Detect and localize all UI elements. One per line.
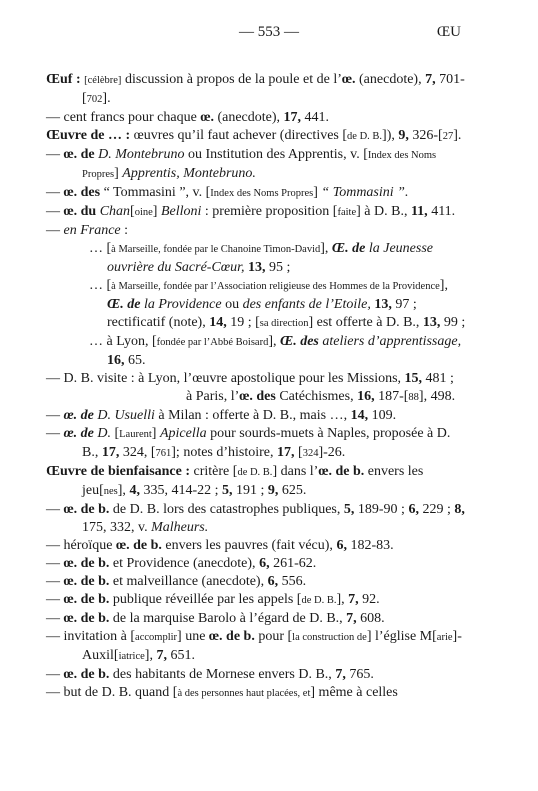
entry-text-segment: D. Usuelli xyxy=(97,408,155,423)
entry-text-segment: 5, xyxy=(222,483,233,498)
entry-text-segment: Chan xyxy=(99,204,131,219)
entry-text-segment: D. Montebruno xyxy=(98,147,185,162)
entry-text-segment: — cent francs pour chaque xyxy=(46,110,201,125)
entry-text-segment: 15, xyxy=(404,371,423,386)
entry-text-segment: — xyxy=(46,592,64,607)
entry-text-segment: Belloni xyxy=(160,204,202,219)
entry-text-segment: iatrice xyxy=(118,651,145,662)
entry-text-segment: 4, xyxy=(129,483,140,498)
entry-text-segment: 335, 414-22 ; xyxy=(139,483,222,498)
entry-text-segment: ], xyxy=(439,278,448,293)
entry-barolo xyxy=(46,610,466,628)
entry-text-segment: 326-[ xyxy=(408,128,443,143)
entry-text-segment: ], xyxy=(336,592,349,607)
entry-text-segment: 17, xyxy=(277,445,295,460)
entry-text-segment: œ. xyxy=(341,72,356,87)
entry-text-segment: [ xyxy=(110,426,120,441)
entry-text-segment: œ. des xyxy=(239,389,276,404)
entry-text-segment: Œuvre de bienfaisance : xyxy=(46,464,191,479)
entry-montebruno xyxy=(46,146,466,184)
entry-text-segment: 702 xyxy=(86,94,103,105)
entry-text-segment: 608. xyxy=(356,611,385,626)
entry-text-segment: 625. xyxy=(278,483,307,498)
entry-usuelli xyxy=(46,407,466,425)
entry-text-segment: 411. xyxy=(427,204,456,219)
entry-text-segment: “ Tommasini ”, v. [ xyxy=(100,185,211,200)
entry-text-segment: 6, xyxy=(259,556,270,571)
entry-text-segment: de D. B. lors des catastrophes publiques, xyxy=(109,502,344,517)
entry-tommasini xyxy=(46,184,466,203)
entry-text-segment: : xyxy=(120,223,129,238)
entry-text-segment: œ. de xyxy=(63,147,95,162)
entry-text-segment: 701-[ xyxy=(82,72,465,106)
entry-text-segment: de la marquise Barolo à l’égard de D. B., xyxy=(109,611,347,626)
entry-text-segment: 6, xyxy=(408,502,419,517)
entry-text-segment: de D. B. xyxy=(347,131,383,142)
entry-text-segment: — invitation à [ xyxy=(46,629,136,644)
entry-text-segment: — xyxy=(46,667,64,682)
entry-text-segment: Index des Noms Propres xyxy=(210,188,314,199)
entry-text-segment: nes xyxy=(103,486,118,497)
entry-text-segment: ], xyxy=(144,648,157,663)
entry-text-segment: 556. xyxy=(278,574,307,589)
entry-text-segment: critère [ xyxy=(190,464,238,479)
entry-text-segment: 13, xyxy=(374,297,392,312)
entry-text-segment: 761 xyxy=(155,448,172,459)
entry-text-segment: ]), xyxy=(382,128,399,143)
entry-belloni xyxy=(46,203,466,222)
entry-text-segment: … [ xyxy=(89,278,112,293)
entry-text-segment: 229 ; xyxy=(418,502,455,517)
entry-text-segment: Œ. des xyxy=(280,334,319,349)
entry-text-segment: 65. xyxy=(124,353,146,368)
entry-text-segment: ], xyxy=(117,483,130,498)
entry-text-segment: 19 ; [ xyxy=(226,315,260,330)
entry-text-segment: 14, xyxy=(209,315,227,330)
entry-text-segment: à Milan : offerte à D. B., mais …, xyxy=(154,408,351,423)
entry-text-segment: la Providence xyxy=(143,297,222,312)
entry-text-segment: à Marseille, fondée par l’Association religieuse des Hommes de la Providence xyxy=(111,281,440,292)
entry-text-segment: Laurent xyxy=(119,429,152,440)
entry-text-segment: ]. xyxy=(102,91,111,106)
entry-text-segment: — D. B. visite : à Lyon, l’œuvre apostolique pour les Missions, xyxy=(46,371,405,386)
entry-text-segment: de D. B. xyxy=(301,595,337,606)
entry-text-segment: ]; notes d’histoire, xyxy=(171,445,278,460)
entry-text-segment: Apprentis, Montebruno. xyxy=(122,166,256,181)
entry-text-segment: ] xyxy=(152,204,161,219)
entry-text-segment: fondée par l’Abbé Boisard xyxy=(156,337,269,348)
entry-oeuvre-de xyxy=(46,127,466,146)
entry-text-segment: Œuvre de … : xyxy=(46,128,131,143)
entry-text-segment: oine xyxy=(134,207,153,218)
entry-text-segment: envers les jeu[ xyxy=(82,464,424,498)
entry-text-segment: œ. de b. xyxy=(318,464,365,479)
entry-text-segment: ou xyxy=(221,297,243,312)
entry-heroique xyxy=(46,537,466,555)
entry-text-segment: sa direction xyxy=(259,318,309,329)
entry-text-segment: 9, xyxy=(267,483,279,498)
entry-text-segment: la construction de xyxy=(292,632,367,643)
entry-text-segment: … à Lyon, [ xyxy=(89,334,157,349)
entry-text-segment: 7, xyxy=(348,592,359,607)
entry-text-segment: ], 498. xyxy=(418,389,456,404)
entry-lyon-ateliers xyxy=(46,333,466,370)
entry-text-segment: Œ. de xyxy=(107,297,141,312)
entry-text-segment: œ. de b. xyxy=(63,611,110,626)
entry-text-segment: 7, xyxy=(335,667,346,682)
entry-oeuvre-bienfaisance xyxy=(46,463,466,501)
entry-text-segment: pour sourds-muets à Naples, proposée à D. B., xyxy=(82,426,451,460)
entry-text-segment: ] une xyxy=(177,629,209,644)
entry-text-segment: œ. de xyxy=(63,426,94,441)
entry-text-segment: à Marseille, fondée par le Chanoine Timon-David xyxy=(111,244,321,255)
entry-text-segment: arie xyxy=(436,632,453,643)
entry-text-segment: envers les pauvres (fait vécu), xyxy=(161,538,337,553)
entry-text-segment: 651. xyxy=(166,648,195,663)
entry-text-segment: Catéchismes, xyxy=(275,389,358,404)
entry-text-segment: Œ. de xyxy=(331,241,366,256)
entry-text-segment: — xyxy=(46,223,64,238)
entry-text-segment: … [ xyxy=(89,241,112,256)
entry-text-segment: ] dans l’ xyxy=(272,464,319,479)
entry-text-segment: 5, xyxy=(343,502,355,517)
entry-db-visite xyxy=(46,370,466,388)
entry-text-segment: 189-90 ; xyxy=(354,502,409,517)
entry-text-segment: 7, xyxy=(425,72,436,87)
entry-text-segment: œ. de b. xyxy=(63,502,110,517)
entry-text-segment: ateliers d’apprentissage, xyxy=(322,334,462,349)
entry-text-segment: accomplir xyxy=(135,632,178,643)
entry-text-segment: — héroïque xyxy=(46,538,116,553)
entry-text-segment: 88 xyxy=(408,392,419,403)
entry-text-segment: 8, xyxy=(454,502,465,517)
running-headword: ŒU xyxy=(436,24,461,40)
entry-malveillance xyxy=(46,573,466,591)
entry-text-segment: des habitants de Mornese envers D. B., xyxy=(109,667,336,682)
entry-marseille-sacre-coeur xyxy=(46,240,466,277)
entry-text-segment: et Providence (anecdote), xyxy=(109,556,260,571)
entry-text-segment: 17, xyxy=(283,110,302,125)
entry-text-segment: à des personnes haut placées, et xyxy=(177,688,311,699)
entry-text-segment: — xyxy=(46,204,64,219)
entry-text-segment: œuvres qu’il faut achever (directives [ xyxy=(130,128,348,143)
entry-text-segment: ]-Auxil[ xyxy=(82,629,462,663)
entry-text-segment: œ. du xyxy=(63,204,97,219)
entry-text-segment: faite xyxy=(337,207,357,218)
entry-text-segment: — xyxy=(46,408,64,423)
entry-text-segment: 95 ; xyxy=(265,260,291,275)
entry-text-segment: — xyxy=(46,426,64,441)
entry-text-segment: “ Tommasini ”. xyxy=(321,185,409,200)
entry-text-segment: œ. de b. xyxy=(63,667,110,682)
entry-text-segment: — xyxy=(46,147,64,162)
entry-text-segment: 99 ; xyxy=(440,315,466,330)
entry-text-segment: [ xyxy=(130,204,135,219)
entry-text-segment: Malheurs. xyxy=(151,520,209,535)
entry-text-segment: des enfants de l’Etoile, xyxy=(242,297,371,312)
entry-text-segment: 16, xyxy=(107,353,125,368)
entry-text-segment: 324, [ xyxy=(119,445,156,460)
entry-text-segment: publique réveillée par les appels [ xyxy=(109,592,302,607)
entry-text-segment: — xyxy=(46,502,64,517)
index-entries xyxy=(46,71,466,703)
entry-text-segment: 261-62. xyxy=(269,556,317,571)
entry-text-segment: 92. xyxy=(358,592,380,607)
entry-text-segment: : première proposition [ xyxy=(201,204,338,219)
entry-apicella xyxy=(46,425,466,463)
entry-text-segment: 324 xyxy=(302,448,319,459)
entry-text-segment: ]. xyxy=(453,128,462,143)
entry-text-segment: 13, xyxy=(248,260,266,275)
entry-text-segment: — xyxy=(46,611,64,626)
entry-text-segment: œ. de b. xyxy=(115,538,162,553)
entry-text-segment: œ. xyxy=(200,110,214,125)
entry-text-segment: pour [ xyxy=(254,629,293,644)
entry-invitation xyxy=(46,628,466,666)
entry-oeuf-cent-francs xyxy=(46,109,466,127)
entry-text-segment: 13, xyxy=(422,315,441,330)
entry-text-segment: œ. de b. xyxy=(63,592,110,607)
page-number: — 553 — xyxy=(239,24,299,40)
entry-en-france xyxy=(46,222,466,240)
entry-text-segment: 27 xyxy=(442,131,454,142)
entry-text-segment: ] est offerte à D. B., xyxy=(308,315,423,330)
entry-text-segment: œ. de xyxy=(63,408,94,423)
entry-text-segment: 182-83. xyxy=(346,538,394,553)
entry-text-segment: ou Institution des Apprentis, v. [ xyxy=(184,147,368,162)
entry-text-segment: ] même à celles xyxy=(310,685,398,700)
entry-text-segment: et malveillance (anecdote), xyxy=(109,574,268,589)
entry-text-segment: discussion à propos de la poule et de l’ xyxy=(121,72,342,87)
entry-text-segment: 7, xyxy=(346,611,357,626)
entry-text-segment: ] xyxy=(114,166,123,181)
entry-text-segment: 481 ; xyxy=(422,371,454,386)
entry-catastrophes xyxy=(46,501,466,537)
entry-text-segment: D. xyxy=(97,426,111,441)
entry-text-segment: 191 ; xyxy=(232,483,268,498)
entry-text-segment: — xyxy=(46,556,64,571)
entry-text-segment: 11, xyxy=(410,204,428,219)
entry-text-segment: œ. de b. xyxy=(208,629,255,644)
entry-oeuf xyxy=(46,71,466,109)
entry-marseille-providence xyxy=(46,277,466,333)
entry-text-segment: ] xyxy=(151,426,160,441)
entry-text-segment: 16, xyxy=(357,389,375,404)
entry-text-segment: 9, xyxy=(398,128,409,143)
entry-text-segment: — xyxy=(46,574,64,589)
entry-text-segment: (anecdote), xyxy=(355,72,426,87)
entry-text-segment: Index des Noms Propres xyxy=(82,150,437,180)
entry-but-de-db xyxy=(46,684,466,703)
entry-text-segment: — xyxy=(46,185,64,200)
entry-text-segment: 187-[ xyxy=(374,389,409,404)
entry-text-segment: [ xyxy=(294,445,303,460)
running-header xyxy=(0,23,538,43)
entry-text-segment: 175, 332, v. xyxy=(82,520,152,535)
entry-text-segment: Œuf : xyxy=(46,72,81,87)
entry-text-segment: œ. de b. xyxy=(63,556,110,571)
entry-text-segment: — but de D. B. quand [ xyxy=(46,685,178,700)
entry-text-segment: de D. B. xyxy=(237,467,273,478)
entry-publique xyxy=(46,591,466,610)
entry-text-segment: ]-26. xyxy=(318,445,346,460)
entry-text-segment: ], xyxy=(268,334,280,349)
entry-providence xyxy=(46,555,466,573)
entry-text-segment: ], xyxy=(320,241,332,256)
entry-text-segment: à Paris, l’ xyxy=(186,389,240,404)
entry-text-segment: œ. de b. xyxy=(63,574,110,589)
entry-mornese xyxy=(46,666,466,684)
entry-text-segment: 6, xyxy=(336,538,347,553)
entry-text-segment: 17, xyxy=(101,445,120,460)
entry-text-segment: 109. xyxy=(368,408,397,423)
entry-text-segment: 7, xyxy=(156,648,167,663)
entry-paris-catechismes xyxy=(46,388,466,407)
entry-text-segment: 97 ; rectificatif (note), xyxy=(107,297,417,330)
entry-text-segment: œ. des xyxy=(63,185,101,200)
entry-text-segment: en France xyxy=(63,223,121,238)
entry-text-segment: [célèbre] xyxy=(84,75,122,86)
entry-text-segment: ] xyxy=(313,185,322,200)
entry-text-segment: 6, xyxy=(267,574,279,589)
entry-text-segment: 441. xyxy=(301,110,330,125)
entry-text-segment: 14, xyxy=(350,408,369,423)
entry-text-segment: ] l’église M[ xyxy=(366,629,437,644)
entry-text-segment: ] à D. B., xyxy=(356,204,411,219)
entry-text-segment: (anecdote), xyxy=(213,110,284,125)
entry-text-segment: Apicella xyxy=(159,426,207,441)
entry-text-segment: 765. xyxy=(345,667,374,682)
entry-text-segment: la Jeunesse ouvrière du Sacré-Cœur, xyxy=(107,241,434,275)
